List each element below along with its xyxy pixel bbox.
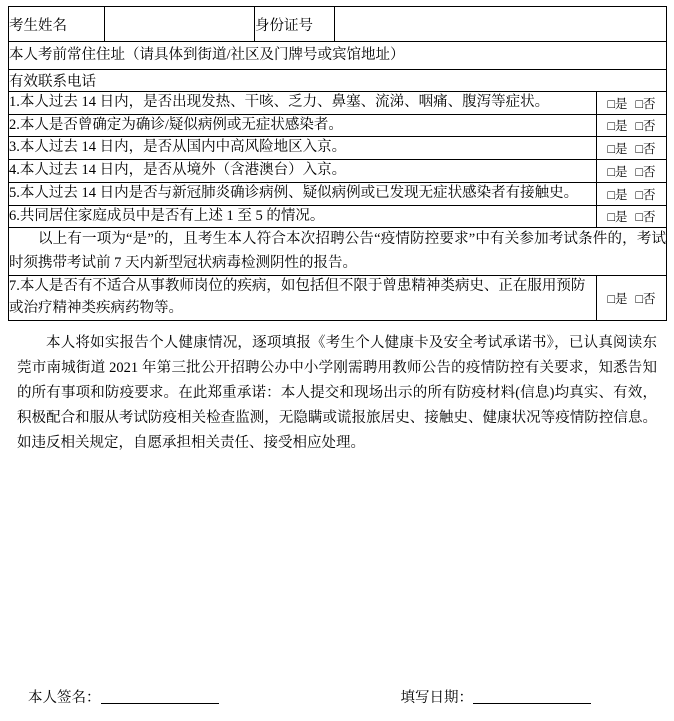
option-yes[interactable]: □是 bbox=[607, 119, 628, 134]
question-options[interactable] bbox=[597, 91, 667, 114]
question-options[interactable] bbox=[597, 114, 667, 137]
question-text: 7.本人是否有不适合从事教师岗位的疾病，如包括但不限于曾患精神类病史、正在服用预防或治疗精神类疾病药物等。 bbox=[9, 276, 597, 321]
declaration-text: 本人将如实报告个人健康情况，逐项填报《考生个人健康卡及安全考试承诺书》，已认真阅读东莞市南城街道 2021 年第三批公开招聘公办中小学刚需聘用教师公告的疫情防控有关要求，知悉告知的所有事项和防疫要求。在此郑重承诺：本人提交和现场出示的所有防疫材料(信息)均真实、有效，积极配合和服从考试防疫相关检查监测，无隐瞒或谎报旅居史、接触史、健康状况等疫情防控信息。如违反相关规定，自愿承担相关责任、接受相应处理。 bbox=[17, 334, 657, 451]
option-no[interactable]: □否 bbox=[635, 96, 656, 111]
question-options[interactable] bbox=[597, 276, 667, 321]
table-row-question bbox=[9, 160, 667, 183]
signature-date[interactable] bbox=[401, 686, 592, 707]
option-yes[interactable]: □是 bbox=[607, 187, 628, 202]
signature-name-label: 本人签名： bbox=[28, 690, 101, 706]
address-label-cell[interactable]: 本人考前常住住址（请具体到街道/社区及门牌号或宾馆地址） bbox=[9, 42, 667, 70]
option-no[interactable]: □否 bbox=[635, 210, 656, 225]
table-row-question bbox=[9, 137, 667, 160]
signature-name-line[interactable] bbox=[101, 689, 219, 705]
table-row-question bbox=[9, 91, 667, 114]
table-row-question bbox=[9, 205, 667, 228]
option-yes[interactable]: □是 bbox=[607, 292, 628, 307]
table-row-name-id bbox=[9, 7, 667, 42]
table-row-question bbox=[9, 182, 667, 205]
option-no[interactable]: □否 bbox=[635, 164, 656, 179]
phone-label-cell[interactable]: 有效联系电话 bbox=[9, 69, 667, 91]
signature-row bbox=[0, 686, 674, 707]
question-options[interactable] bbox=[597, 205, 667, 228]
option-yes[interactable]: □是 bbox=[607, 96, 628, 111]
question-text: 3.本人过去 14 日内，是否从国内中高风险地区入京。 bbox=[9, 137, 597, 160]
signature-date-line[interactable] bbox=[473, 689, 591, 705]
form-table bbox=[8, 6, 667, 321]
option-yes[interactable]: □是 bbox=[607, 164, 628, 179]
question-text: 5.本人过去 14 日内是否与新冠肺炎确诊病例、疑似病例或已发现无症状感染者有接触史。 bbox=[9, 182, 597, 205]
option-yes[interactable]: □是 bbox=[607, 142, 628, 157]
question-text: 6.共同居住家庭成员中是否有上述 1 至 5 的情况。 bbox=[9, 205, 597, 228]
note-text: 以上有一项为“是”的，且考生本人符合本次招聘公告“疫情防控要求”中有关参加考试条件的，考试时须携带考试前 7 天内新型冠状病毒检测阴性的报告。 bbox=[9, 231, 666, 271]
question-options[interactable] bbox=[597, 182, 667, 205]
table-row-question7 bbox=[9, 276, 667, 321]
signature-name[interactable] bbox=[28, 686, 219, 707]
name-label-cell: 考生姓名 bbox=[9, 7, 105, 42]
option-no[interactable]: □否 bbox=[635, 119, 656, 134]
question-text: 2.本人是否曾确定为确诊/疑似病例或无症状感染者。 bbox=[9, 114, 597, 137]
note-cell bbox=[9, 228, 667, 276]
option-no[interactable]: □否 bbox=[635, 292, 656, 307]
table-row-phone bbox=[9, 69, 667, 91]
table-row-question bbox=[9, 114, 667, 137]
declaration-block bbox=[8, 331, 666, 456]
table-row-note bbox=[9, 228, 667, 276]
option-yes[interactable]: □是 bbox=[607, 210, 628, 225]
id-value-cell[interactable] bbox=[335, 7, 667, 42]
name-value-cell[interactable] bbox=[105, 7, 255, 42]
question-text: 1.本人过去 14 日内，是否出现发热、干咳、乏力、鼻塞、流涕、咽痛、腹泻等症状。 bbox=[9, 91, 597, 114]
question-text: 4.本人过去 14 日内，是否从境外（含港澳台）入京。 bbox=[9, 160, 597, 183]
question-options[interactable] bbox=[597, 160, 667, 183]
option-no[interactable]: □否 bbox=[635, 187, 656, 202]
question-options[interactable] bbox=[597, 137, 667, 160]
option-no[interactable]: □否 bbox=[635, 142, 656, 157]
table-row-address bbox=[9, 42, 667, 70]
signature-date-label: 填写日期： bbox=[400, 690, 473, 706]
id-label-cell: 身份证号 bbox=[255, 7, 335, 42]
